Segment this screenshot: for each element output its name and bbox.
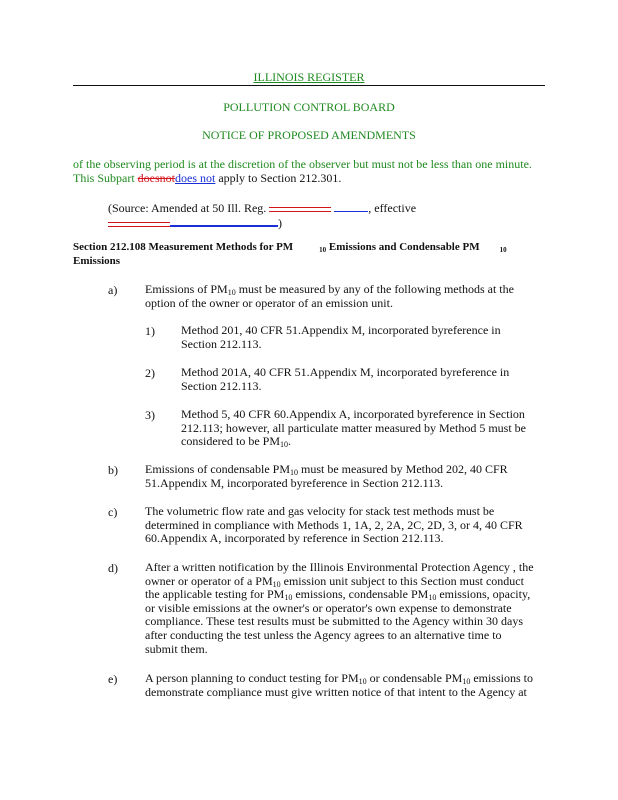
- notice-title: NOTICE OF PROPOSED AMENDMENTS: [202, 128, 416, 142]
- continuation-text: [73, 157, 545, 185]
- blank-effective-date: [170, 225, 278, 227]
- item-text-2: Method 201A, 40 CFR 51.Appendix M, incorporated byreference in Section 212.113.: [181, 365, 510, 393]
- item-label-e: e): [108, 672, 118, 686]
- blank-volume: [334, 211, 368, 212]
- item-text-c: The volumetric flow rate and gas velocity for stack test methods must be determined in compliance with Methods 1, 1A, 2, 2A, 2C, 2D, 3, or 4, 40 CFR 60.Appendix A, incorporated by reference in Section 212.113.: [145, 504, 523, 546]
- deletion-mark-2: [108, 222, 170, 227]
- item-label-2: 2): [145, 366, 155, 380]
- continuation-line-2: This Subpart doesnotdoes not apply to Section 212.301.: [73, 171, 342, 185]
- board-title: POLLUTION CONTROL BOARD: [223, 100, 395, 114]
- register-title: ILLINOIS REGISTER: [253, 70, 365, 84]
- deleted-text: doesnot: [137, 171, 176, 185]
- item-label-d: d): [108, 561, 118, 575]
- inserted-text: does not: [175, 171, 216, 185]
- item-text-e: A person planning to conduct testing for $PM_{10}$ or condensable $PM_{10}$ emissions to demonstrate compliance must give written notice of that intent to the Agency at: [145, 671, 533, 699]
- item-text-a: Emissions of $PM_{10}$ must be measured by any of the following methods at the option of the owner or operator of an emission unit.: [145, 282, 514, 310]
- source-note: (Source: Amended at 50 Ill. Reg. , effective: [108, 201, 417, 215]
- section-heading: Section 212.108 Measurement Methods for PM $_{10}$ Emissions and Condensable PM $_{10}$ Emissions: [73, 241, 507, 267]
- item-text-1: Method 201, 40 CFR 51.Appendix M, incorporated byreference in Section 212.113.: [181, 323, 501, 351]
- source-note-line-2: ): [108, 216, 282, 231]
- item-label-c: c): [108, 505, 118, 519]
- deletion-mark: [269, 207, 331, 212]
- item-text-3: Method 5, 40 CFR 60.Appendix A, incorporated byreference in Section 212.113; however, all particulate matter measured by Method 5 must be considered to be $PM_{10}$.: [181, 407, 526, 450]
- continuation-line-1: of the observing period is at the discretion of the observer but must not be less than one minute.: [73, 157, 532, 171]
- item-label-b: b): [108, 463, 118, 477]
- item-label-a: a): [108, 283, 118, 297]
- item-label-1: 1): [145, 324, 155, 338]
- item-text-d: After a written notification by the Illinois Environmental Protection Agency , the owner or operator of a $PM_{10}$ emission unit subject to this Section must conduct the applicable testing for $PM_{10}$ emissions, condensable $PM_{10}$ emissions, opacity, or visible emissions at the owner's or operator's own expense to demonstrate compliance. These test results must be submitted to the Agency within 30 days after conducting the test unless the Agency agrees to an alternative time to submit them.: [145, 560, 534, 656]
- item-label-3: 3): [145, 408, 155, 422]
- register-header: [73, 70, 545, 86]
- item-text-b: Emissions of condensable $PM_{10}$ must be measured by Method 202, 40 CFR 51.Appendix M, incorporated byreference in Section 212.113.: [145, 462, 508, 490]
